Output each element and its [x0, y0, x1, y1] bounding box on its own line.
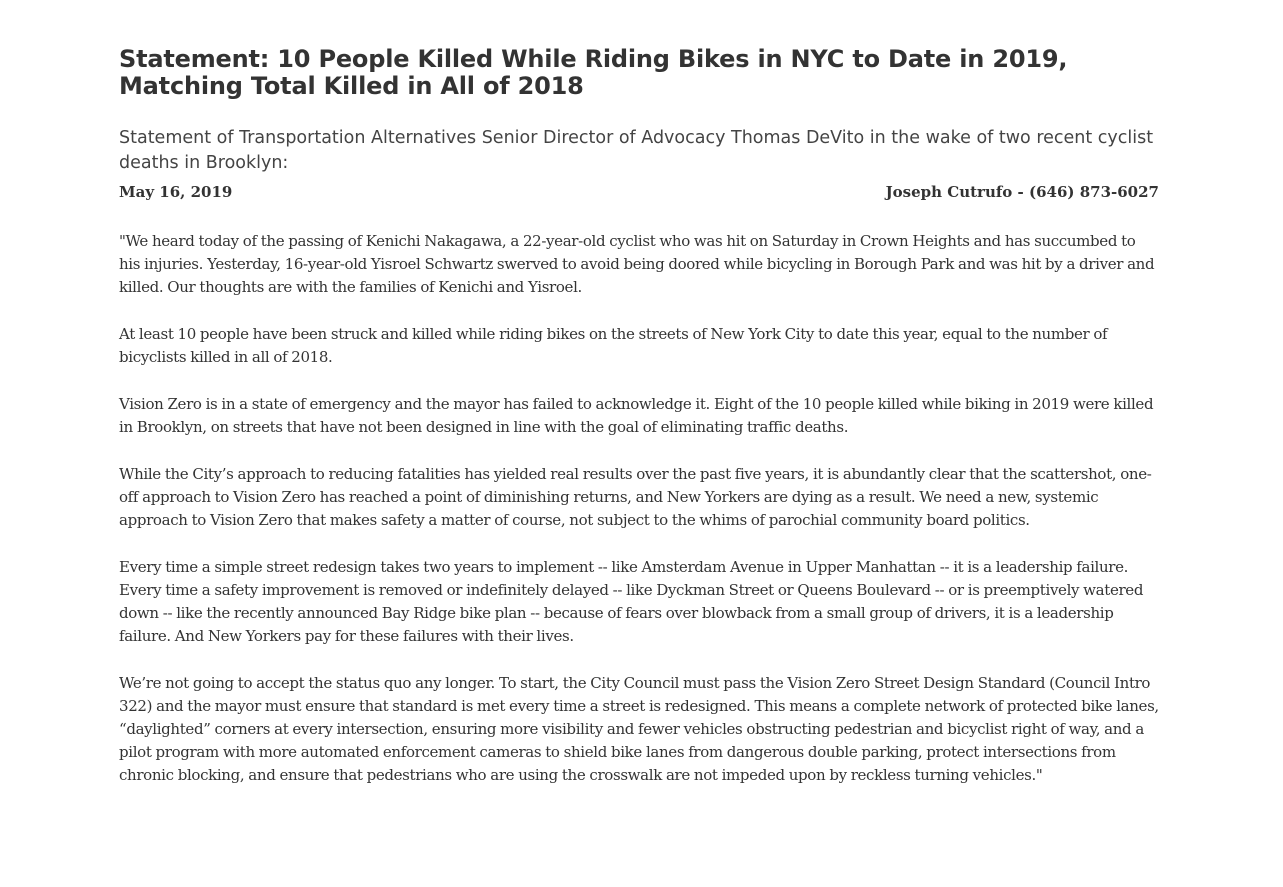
body-paragraph-4: While the City’s approach to reducing fatalities has yielded real results over the past five years, it is abundantly clear that the scattershot, one-off approach to Vision Zero has reached a point of diminishing returns, and New Yorkers are dying as a result. We need a new, systemic approach to Vision Zero that makes safety a matter of course, not subject to the whims of parochial community board politics. [119, 465, 1152, 529]
body-paragraph-2: At least 10 people have been struck and killed while riding bikes on the streets of New York City to date this year, equal to the number of bicyclists killed in all of 2018. [119, 325, 1108, 366]
press-statement-article [119, 0, 1159, 811]
body-paragraph-3: Vision Zero is in a state of emergency and the mayor has failed to acknowledge it. Eight of the 10 people killed while biking in 2019 were killed in Brooklyn, on streets that have not been designed in line with the goal of eliminating traffic deaths. [119, 395, 1154, 436]
article-subtitle: Statement of Transportation Alternatives Senior Director of Advocacy Thomas DeVito in the wake of two recent cyclist deaths in Brooklyn: [119, 128, 1154, 173]
article-body [119, 230, 1159, 787]
article-meta [119, 182, 1159, 202]
publish-date: May 16, 2019 [119, 183, 233, 201]
body-paragraph-1: "We heard today of the passing of Kenichi Nakagawa, a 22-year-old cyclist who was hit on Saturday in Crown Heights and has succumbed to his injuries. Yesterday, 16-year-old Yisroel Schwartz swerved to avoid being doored while bicycling in Borough Park and was hit by a driver and killed. Our thoughts are with the families of Kenichi and Yisroel. [119, 232, 1155, 296]
article-title: Statement: 10 People Killed While Riding Bikes in NYC to Date in 2019, Matching Total Killed in All of 2018 [119, 45, 1068, 100]
press-contact: Joseph Cutrufo - (646) 873-6027 [885, 183, 1159, 201]
body-paragraph-5: Every time a simple street redesign takes two years to implement -- like Amsterdam Avenue in Upper Manhattan -- it is a leadership failure. Every time a safety improvement is removed or indefinitely delayed -- like Dyckman Street or Queens Boulevard -- or is preemptively watered down -- like the recently announced Bay Ridge bike plan -- because of fears over blowback from a small group of drivers, it is a leadership failure. And New Yorkers pay for these failures with their lives. [119, 558, 1144, 645]
body-paragraph-6: We’re not going to accept the status quo any longer. To start, the City Council must pass the Vision Zero Street Design Standard (Council Intro 322) and the mayor must ensure that standard is met every time a street is redesigned. This means a complete network of protected bike lanes, “daylighted” corners at every intersection, ensuring more visibility and fewer vehicles obstructing pedestrian and bicyclist right of way, and a pilot program with more automated enforcement cameras to shield bike lanes from dangerous double parking, protect intersections from chronic blocking, and ensure that pedestrians who are using the crosswalk are not impeded upon by reckless turning vehicles." [119, 674, 1159, 784]
